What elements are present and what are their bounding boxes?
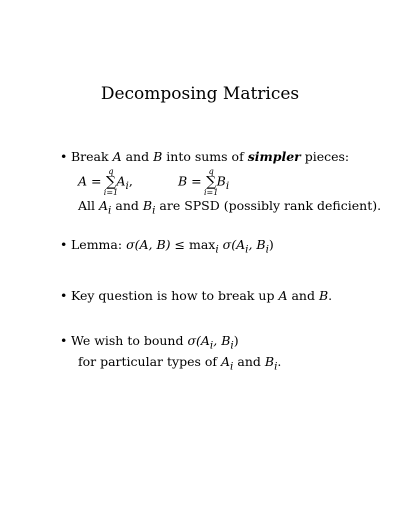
sigma-expression: , B	[213, 333, 231, 348]
sigma-expression: , B	[248, 237, 266, 252]
bullet-dot: •	[60, 288, 68, 303]
equals-sign: =	[191, 173, 202, 189]
subscript-i: i	[245, 243, 249, 256]
math-var-b: B	[142, 198, 153, 213]
sigma-expression: σ(A, B)	[126, 237, 171, 252]
math-var-a: A	[221, 354, 231, 369]
sum-operator	[203, 167, 219, 197]
math-var-b: B	[153, 149, 163, 164]
math-var-a: A	[99, 198, 109, 213]
paren: )	[233, 333, 239, 348]
math-var-a: A	[278, 288, 288, 303]
bullet-text: and	[125, 149, 150, 164]
formula-b-sum	[178, 167, 229, 197]
note-text: and	[115, 198, 139, 213]
bullet-text: into sums of	[166, 149, 244, 164]
bullet-text: and	[237, 354, 261, 369]
lemma-label: Lemma:	[71, 237, 123, 252]
math-var-b: B	[216, 173, 226, 189]
period: .	[277, 354, 282, 369]
math-var-b: B	[318, 288, 329, 303]
subscript-i: i	[125, 180, 129, 192]
subscript-i: i	[152, 204, 156, 217]
subscript-i: i	[230, 360, 234, 373]
bullet-text: and	[291, 288, 315, 303]
sum-operator	[103, 167, 119, 197]
bullet-text: for particular types of	[78, 354, 218, 369]
subscript-i: i	[230, 339, 234, 352]
bullet-dot: •	[60, 237, 68, 252]
subscript-i: i	[265, 243, 269, 256]
emphasis-simpler: simpler	[247, 149, 301, 164]
math-var-a: A	[78, 173, 88, 189]
comma: ,	[128, 173, 133, 189]
sigma-expression: σ(A	[187, 333, 210, 348]
math-var-a: A	[112, 149, 122, 164]
equals-sign: =	[91, 173, 102, 189]
spsd-note	[78, 198, 381, 217]
max-operator: max	[188, 237, 216, 252]
bullet-lemma	[60, 239, 274, 255]
note-text: are SPSD (possibly rank deficient).	[159, 198, 382, 213]
sigma-expression: σ(A	[222, 237, 246, 252]
math-var-b: B	[264, 354, 275, 369]
bullet-dot: •	[60, 333, 68, 348]
sum-upper: q	[108, 167, 114, 176]
subscript-i: i	[209, 339, 214, 352]
paren: )	[268, 237, 274, 252]
bullet-text: Key question is how to break up	[71, 288, 275, 303]
leq-sign: ≤	[174, 237, 185, 252]
subscript-i: i	[215, 243, 219, 256]
bullet-decompose	[60, 151, 349, 164]
bullet-dot: •	[60, 149, 68, 164]
note-text: All	[78, 198, 96, 213]
math-var-b: B	[178, 173, 188, 189]
subscript-i: i	[225, 180, 230, 192]
page-title: Decomposing Matrices	[100, 84, 300, 104]
bullet-text: pieces:	[304, 149, 350, 164]
sigma-icon: ∑	[105, 174, 116, 190]
subscript-i: i	[108, 204, 112, 217]
bullet-bound	[60, 335, 239, 351]
sigma-icon: ∑	[206, 174, 217, 190]
formula-a-sum	[78, 167, 133, 197]
sum-lower: i=1	[103, 188, 119, 197]
period: .	[328, 288, 333, 303]
sum-lower: i=1	[203, 188, 219, 197]
bullet-text: We wish to bound	[71, 333, 184, 348]
bullet-key-question	[60, 290, 332, 303]
sum-upper: q	[208, 167, 214, 176]
bound-continuation	[78, 354, 281, 373]
bullet-text: Break	[71, 149, 109, 164]
subscript-i: i	[274, 360, 278, 373]
math-var-a: A	[116, 173, 126, 189]
